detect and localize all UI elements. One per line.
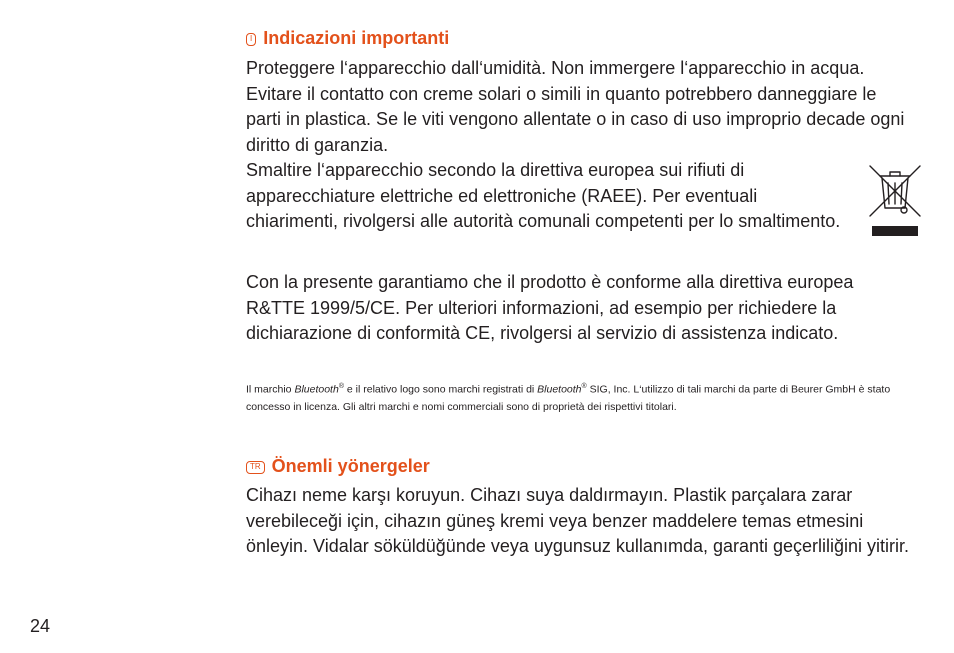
language-badge-tr: TR <box>246 461 265 474</box>
page-number: 24 <box>30 616 51 636</box>
heading-text-it: Indicazioni importanti <box>263 28 450 48</box>
fine-part-3: SIG, Inc. L‘utilizzo di tali marchi da parte di Beurer GmbH è stato concesso in licenza. Gli altri marchi e nomi commerciali sono di proprietà dei rispettivi titolari. <box>246 383 891 413</box>
bluetooth-trademark-note <box>246 378 911 416</box>
language-badge-it: I <box>246 33 256 46</box>
registered-mark-1: ® <box>338 383 344 390</box>
section-heading-it <box>246 27 906 49</box>
turkish-section <box>246 455 906 477</box>
italian-section <box>246 27 906 49</box>
registered-mark-2: ® <box>581 383 587 390</box>
section-heading-tr <box>246 455 906 477</box>
it-paragraph-1: Proteggere l‘apparecchio dall‘umidità. Non immergere l‘apparecchio in acqua. Evitare il contatto con creme solari o simili in quanto potrebbero danneggiare le parti in plastica. Se le viti vengono allentate o in caso di uso improprio decade ogni diritto di garanzia. <box>246 58 905 155</box>
fine-part-1: Il marchio <box>246 383 295 396</box>
bluetooth-brand-2: Bluetooth <box>537 383 582 396</box>
heading-text-tr: Önemli yönergeler <box>271 456 430 476</box>
it-paragraph-2: Smaltire l‘apparecchio secondo la direttiva europea sui rifiuti di apparecchiature elettriche ed elettroniche (RAEE). Per eventuali chiarimenti, rivolgersi alle autorità comunali competenti per lo smaltimento. <box>246 160 841 231</box>
weee-bin-icon <box>866 162 924 238</box>
it-paragraph-3: Con la presente garantiamo che il prodotto è conforme alla direttiva europea R&TTE 1999/5/CE. Per ulteriori informazioni, ad esempio per richiedere la dichiarazione di conformità CE, rivolgersi al servizio di assistenza indicato. <box>246 272 854 343</box>
fine-part-2: e il relativo logo sono marchi registrati di <box>343 383 538 396</box>
tr-paragraph-1: Cihazı neme karşı koruyun. Cihazı suya daldırmayın. Plastik parçalara zarar verebileceği için, cihazın güneş kremi veya benzer maddelere temas etmesini önleyin. Vidalar söküldüğünde veya uygunsuz kullanımda, garanti geçerliliğini yitirir. <box>246 485 910 556</box>
bluetooth-brand-1: Bluetooth <box>294 383 339 396</box>
